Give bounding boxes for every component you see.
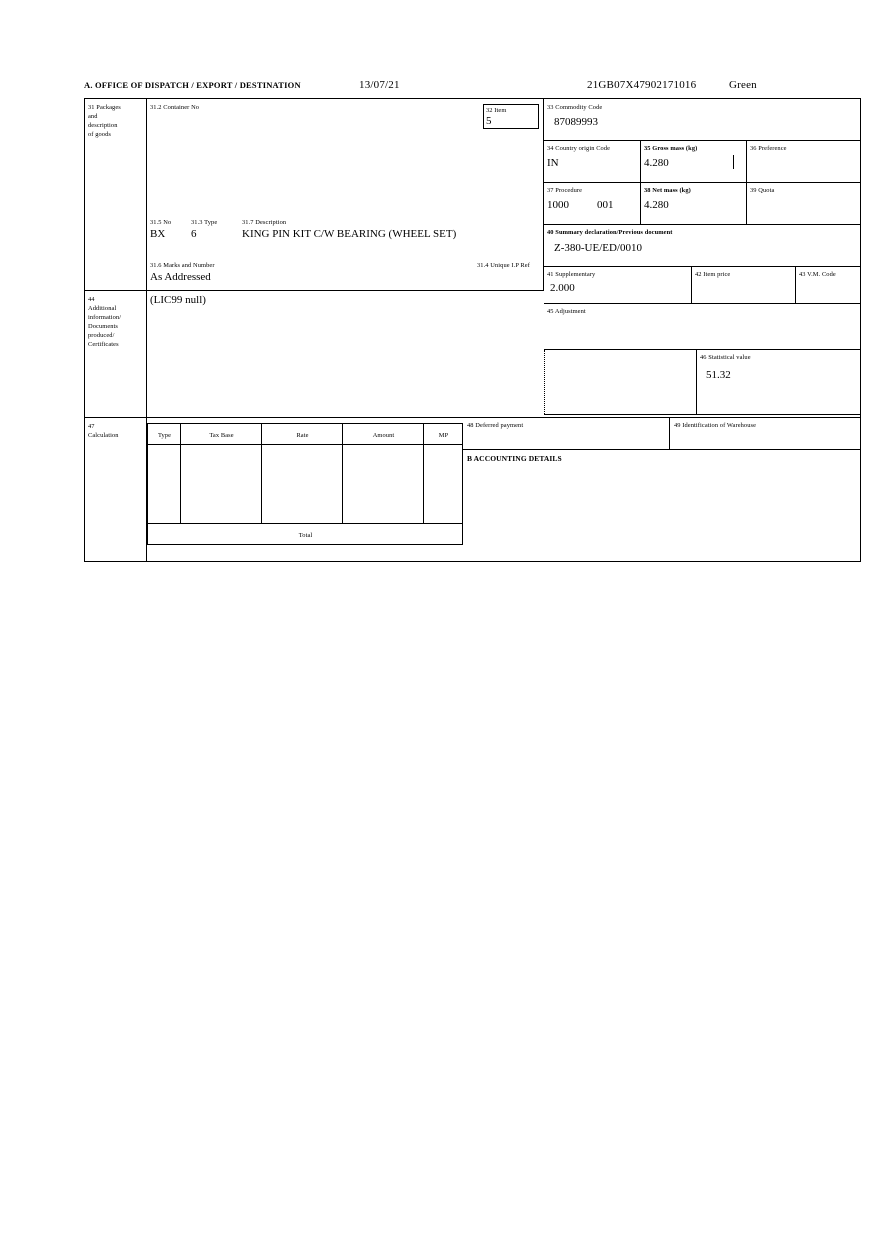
box47-col-rate-label: Rate bbox=[296, 432, 309, 439]
box31-marks-label: 31.6 Marks and Number bbox=[150, 262, 215, 269]
table-row-cell-type bbox=[148, 445, 181, 524]
box37-label: 37 Procedure bbox=[547, 187, 583, 194]
box47-label-col bbox=[85, 417, 147, 562]
box43-label: 43 V.M. Code bbox=[799, 271, 836, 278]
box41 bbox=[544, 267, 692, 304]
box44-label-1: 44 bbox=[88, 296, 95, 303]
box41-value: 2.000 bbox=[550, 282, 575, 294]
header-mrn: 21GB07X47902171016 bbox=[587, 79, 697, 91]
box47-col-amount-label: Amount bbox=[372, 432, 395, 439]
box47-total-row bbox=[148, 524, 463, 545]
box38 bbox=[641, 183, 747, 225]
box32 bbox=[483, 104, 539, 129]
box47-col-mp-label: MP bbox=[438, 432, 449, 439]
box31-no-value: BX bbox=[150, 228, 166, 240]
header-date: 13/07/21 bbox=[359, 79, 400, 91]
box31-label-col bbox=[85, 99, 147, 290]
box31-label-3: description bbox=[88, 122, 118, 129]
box35-label: 35 Gross mass (kg) bbox=[644, 145, 698, 152]
box31-label-4: of goods bbox=[88, 131, 111, 138]
declaration-frame bbox=[84, 98, 861, 562]
box44-label-5: produced/ bbox=[88, 332, 115, 339]
box46-value: 51.32 bbox=[706, 369, 731, 381]
box33 bbox=[544, 99, 860, 141]
box45-label: 45 Adjustment bbox=[547, 308, 586, 315]
box34-value: IN bbox=[547, 157, 559, 169]
box40-label: 40 Summary declaration/Previous document bbox=[547, 229, 673, 236]
box31-type-label: 31.3 Type bbox=[191, 219, 218, 226]
box46-label: 46 Statistical value bbox=[700, 354, 751, 361]
table-row-cell-rate bbox=[262, 445, 343, 524]
box43 bbox=[796, 267, 860, 304]
box48-label: 48 Deferred payment bbox=[467, 422, 524, 429]
box31-container-no-label: 31.2 Container No bbox=[150, 104, 200, 111]
box44-label-3: information/ bbox=[88, 314, 122, 321]
box47-col-taxbase-label: Tax Base bbox=[209, 432, 234, 439]
box37-value-a: 1000 bbox=[547, 199, 569, 211]
boxB-label: B ACCOUNTING DETAILS bbox=[467, 454, 562, 463]
box47-table bbox=[147, 423, 463, 545]
box46 bbox=[696, 350, 860, 414]
box31-unique-ref-label: 31.4 Unique I.P Ref bbox=[477, 262, 530, 269]
box44-label-col bbox=[85, 290, 147, 417]
boxB bbox=[463, 450, 861, 562]
box31-type-value: 6 bbox=[191, 228, 197, 240]
box36-label: 36 Preference bbox=[750, 145, 787, 152]
box40-value: Z-380-UE/ED/0010 bbox=[554, 242, 642, 254]
box37 bbox=[544, 183, 641, 225]
box46-bottom-rule bbox=[544, 414, 860, 416]
box37-value-b: 001 bbox=[597, 199, 614, 211]
box47-col-type-label: Type bbox=[157, 432, 172, 439]
box44-value: (LIC99 null) bbox=[150, 294, 206, 306]
box35-divider bbox=[733, 155, 735, 169]
box35-value: 4.280 bbox=[644, 157, 669, 169]
document-header bbox=[84, 80, 862, 94]
box47-col-type bbox=[148, 424, 181, 445]
box35 bbox=[641, 141, 747, 183]
box47-col-taxbase bbox=[181, 424, 262, 445]
box45-dotted-separator bbox=[544, 350, 545, 414]
box45 bbox=[544, 304, 860, 350]
box49-label: 49 Identification of Warehouse bbox=[674, 422, 757, 429]
box34-label: 34 Country origin Code bbox=[547, 145, 611, 152]
box44-label-6: Certificates bbox=[88, 341, 119, 348]
box31-description-value: KING PIN KIT C/W BEARING (WHEEL SET) bbox=[242, 228, 457, 240]
box47-label-2: Calculation bbox=[88, 432, 119, 439]
box41-label: 41 Supplementary bbox=[547, 271, 596, 278]
box47-total-label: Total bbox=[298, 532, 313, 539]
box31-label-1: 31 Packages bbox=[88, 104, 121, 111]
box31-no-label: 31.5 No bbox=[150, 219, 172, 226]
box42 bbox=[692, 267, 796, 304]
box33-label: 33 Commodity Code bbox=[547, 104, 603, 111]
box48 bbox=[463, 417, 670, 450]
box47-label-1: 47 bbox=[88, 423, 95, 430]
box31-marks-value: As Addressed bbox=[150, 271, 211, 283]
box38-value: 4.280 bbox=[644, 199, 669, 211]
box40 bbox=[544, 225, 860, 267]
box47-col-rate bbox=[262, 424, 343, 445]
table-row-cell-mp bbox=[424, 445, 463, 524]
box32-label: 32 Item bbox=[486, 107, 507, 114]
header-office-name: Green bbox=[729, 79, 757, 91]
table-row-cell-taxbase bbox=[181, 445, 262, 524]
box47-col-amount bbox=[343, 424, 424, 445]
office-of-dispatch-label: A. OFFICE OF DISPATCH / EXPORT / DESTINATION bbox=[84, 80, 301, 90]
box32-value: 5 bbox=[486, 115, 492, 127]
table-row-cell-amount bbox=[343, 445, 424, 524]
box49 bbox=[670, 417, 861, 450]
box36 bbox=[747, 141, 860, 183]
box44-label-4: Documents bbox=[88, 323, 119, 330]
box44-label-2: Additional bbox=[88, 305, 117, 312]
box31-description-label: 31.7 Description bbox=[242, 219, 287, 226]
box34 bbox=[544, 141, 641, 183]
box31-label-2: and bbox=[88, 113, 98, 120]
box38-label: 38 Net mass (kg) bbox=[644, 187, 691, 194]
box44-content bbox=[147, 290, 544, 417]
box42-label: 42 Item price bbox=[695, 271, 731, 278]
box39 bbox=[747, 183, 860, 225]
box47-col-mp bbox=[424, 424, 463, 445]
box39-label: 39 Quota bbox=[750, 187, 775, 194]
box33-value: 87089993 bbox=[554, 116, 598, 128]
